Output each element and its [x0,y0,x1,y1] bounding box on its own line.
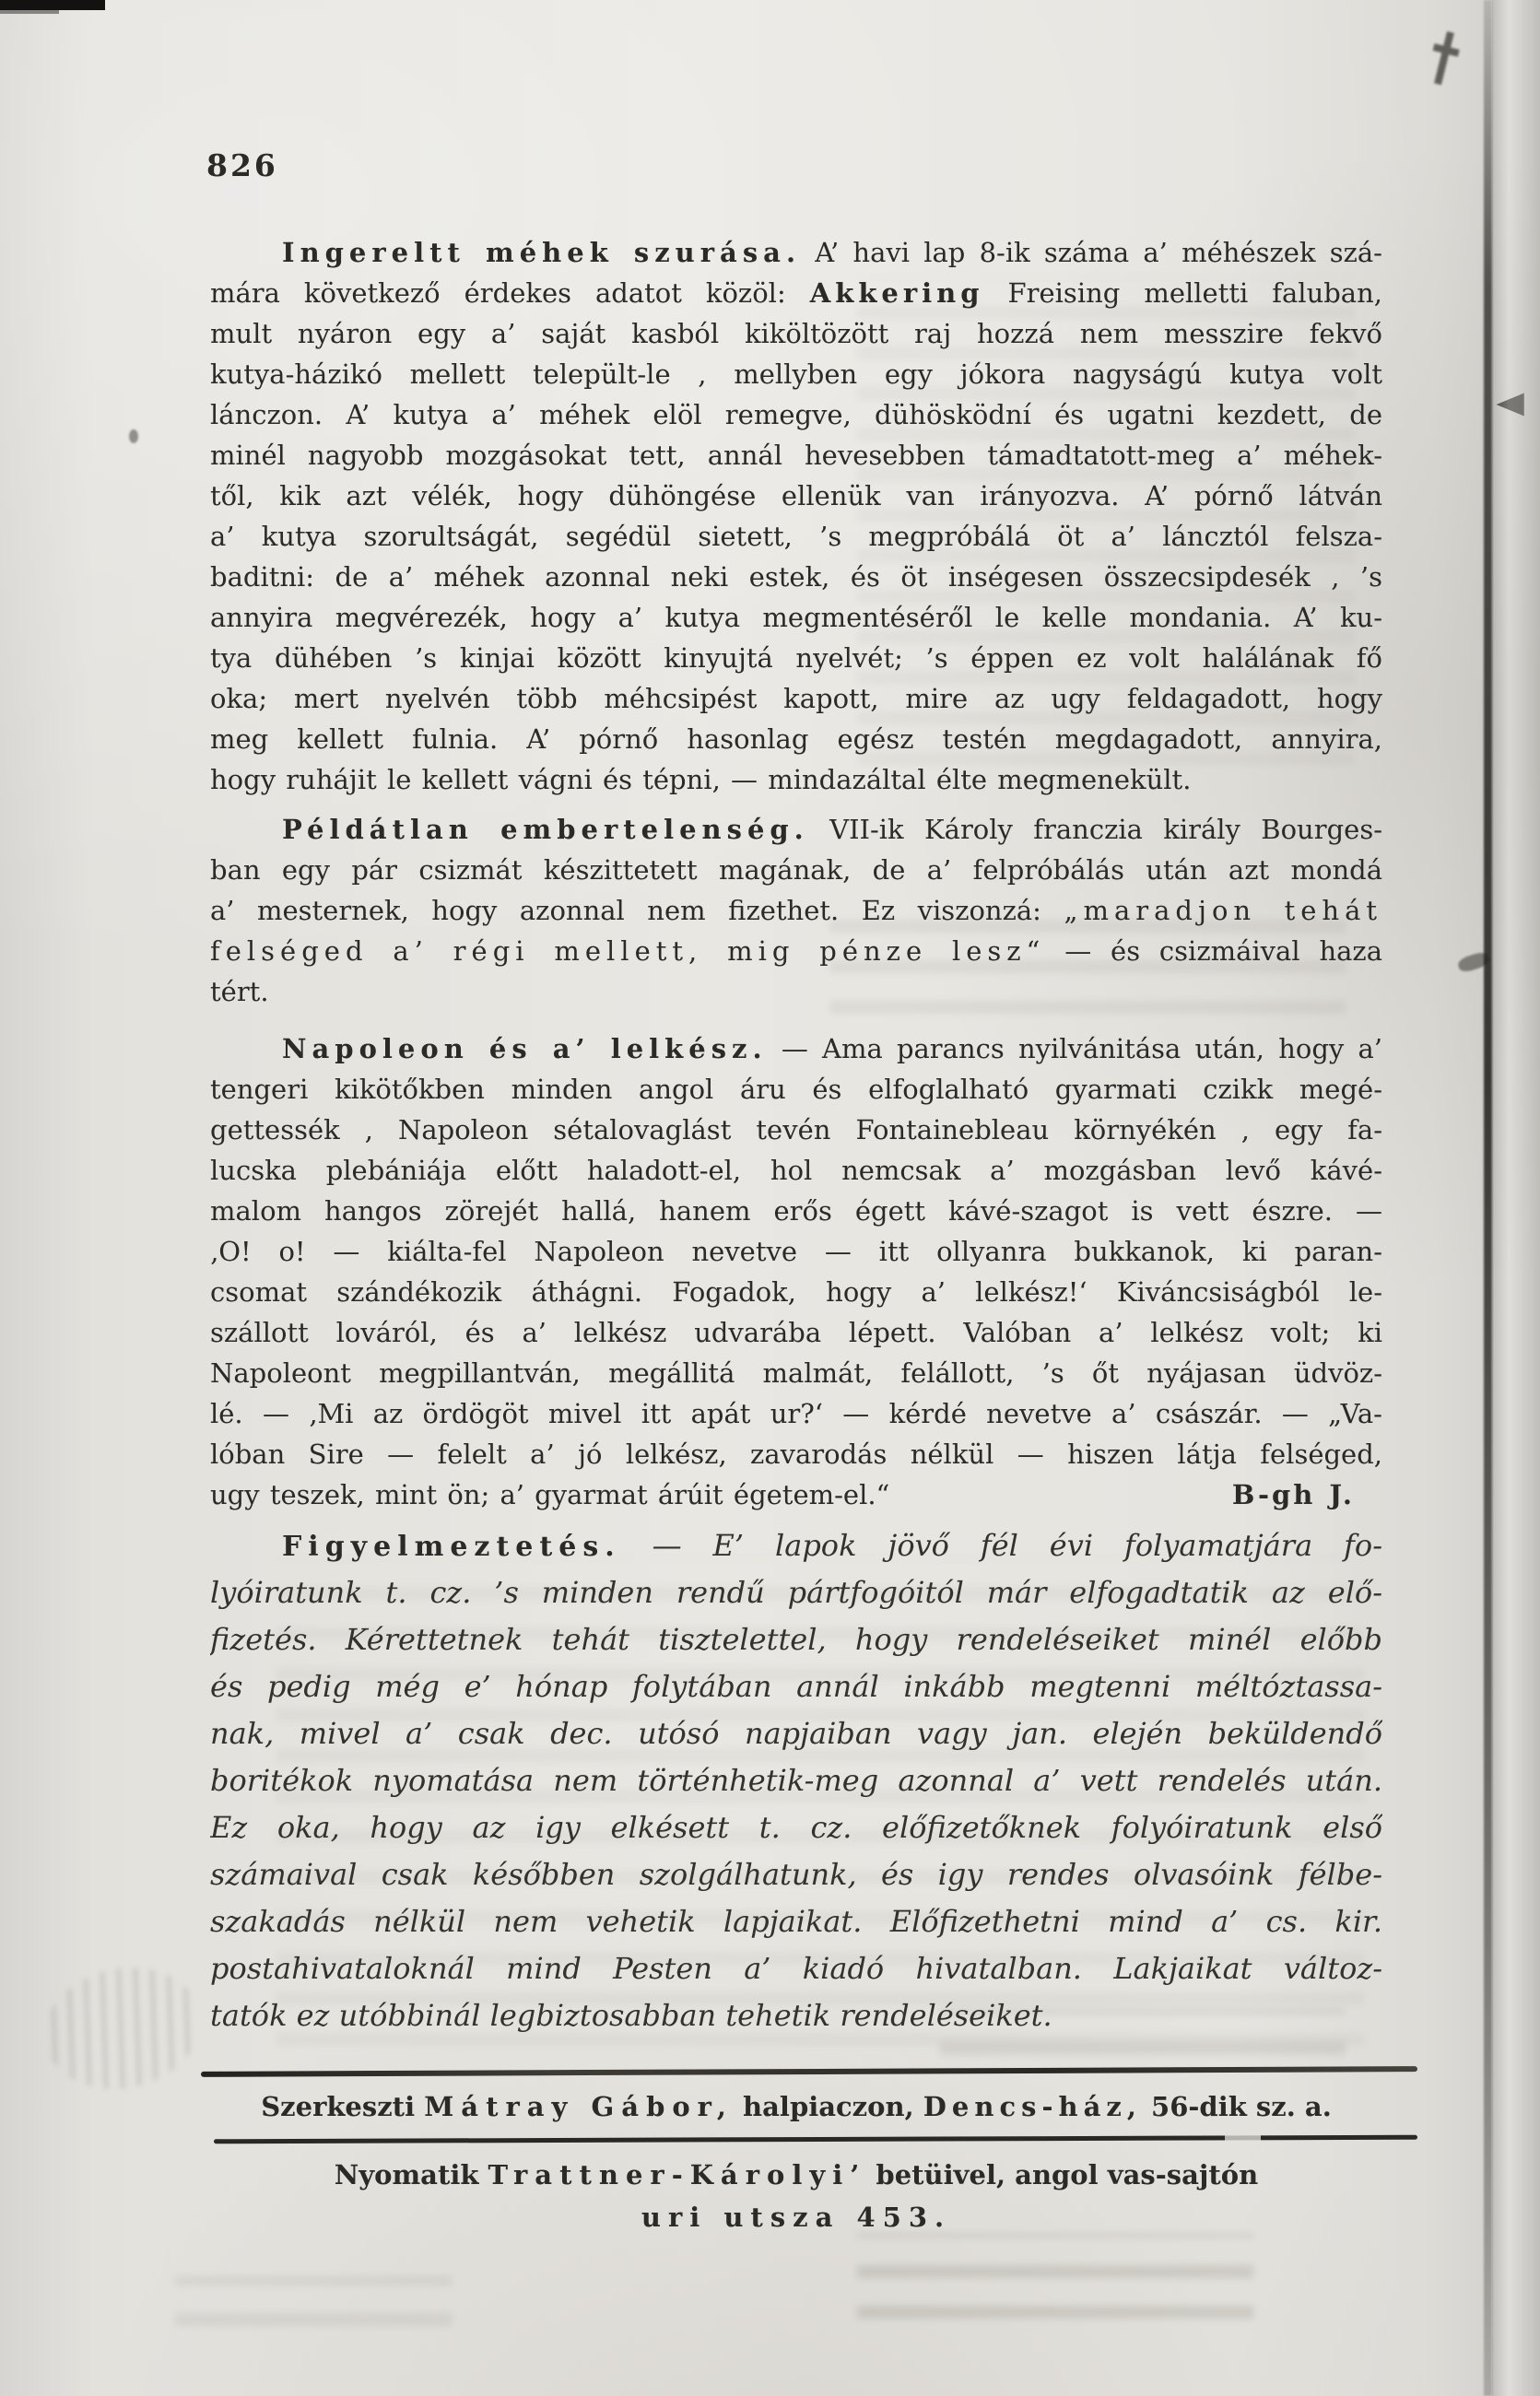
article-title: Figyelmeztetés. [282,1531,621,1563]
text-line [210,1474,1382,1515]
text-line: hogy ruhájit le kellett vágni és tépni, — mindazáltal élte megmenekült. [210,764,1192,795]
text-line [210,931,1382,971]
editor-imprint-line [210,2088,1382,2125]
text-line: mult nyáron egy a’ saját kasból kiköltözött raj hozzá nem messzire fekvő [210,318,1382,349]
text-line: lyóiratunk t. cz. ’s minden rendű pártfogóitól már elfogadtatik az elő- [210,1575,1382,1610]
text-line: boritékok nyomatása nem történhetik-meg azonnal a’ vett rendelés után. [210,1763,1382,1798]
text-run: Szerkeszti [261,2091,425,2122]
text-run: Freising melletti faluban, [983,277,1382,309]
printer-address-line: uri utsza 453. [641,2202,952,2233]
text-line: lé. — ‚Mi az ördögöt mivel itt apát ur?‘ — kérdé nevetve a’ császár. — „Va- [210,1398,1382,1429]
text-line: lóban Sire — felelt a’ jó lelkész, zavarodás nélkül — hiszen látja felséged, [210,1439,1382,1470]
article-bee-sting [210,232,1382,800]
quoted-phrase: felséged a’ régi mellett, mig pénze lesz“ [210,935,1046,967]
text-line: szállott lováról, és a’ lelkész udvarába lépett. Valóban a’ lelkész volt; ki [210,1317,1382,1348]
article-title: Ingereltt méhek szurása. [282,237,802,268]
text-run: a’ mesternek, hogy azonnal nem fizethet. Ez viszonzá: [210,895,1064,926]
text-line: számaival csak későbben szolgálhatunk, és igy rendes olvasóink félbe- [210,1857,1382,1892]
text-line [210,1028,1382,1069]
text-run: ugy teszek, mint ön; a’ gyarmat árúit égetem-el.“ [210,1479,890,1510]
text-line: tya dühében ’s kinjai között kinyujtá nyelvét; ’s éppen ez volt halálának fő [210,642,1382,674]
quoted-phrase: „maradjon tehát [1064,895,1382,926]
footer-rule-bottom [214,2135,1417,2144]
article-cruelty [210,809,1382,1012]
text-line: és pedig még e’ hónap folytában annál inkább megtenni méltóztassa- [210,1669,1382,1704]
text-line: ban egy pár csizmát készittetett magának, de a’ felpróbálás után azt mondá [210,854,1382,886]
text-line: Napoleont megpillantván, megállitá malmát, felállott, ’s őt nyájasan üdvöz- [210,1357,1382,1389]
scan-artifact-top-left-smudge [0,10,59,14]
scan-artifact-dagger-mark [1420,29,1467,96]
text-line [210,273,1382,313]
article-napoleon [210,1028,1382,1515]
text-line: tatók ez utóbbinál legbiztosabban tehetik rendeléseiket. [210,1998,1052,2033]
text-line: annyira megvérezék, hogy a’ kutya megmentéséről le kelle mondania. A’ ku- [210,602,1382,633]
text-line: gettessék , Napoleon sétalovaglást tevén Fontainebleau környékén , egy fa- [210,1114,1382,1145]
text-line: csomat szándékozik áthágni. Fogadok, hogy a’ lelkész!‘ Kiváncsiságból le- [210,1276,1382,1308]
text-line [210,1522,1382,1569]
text-line: tengeri kikötőkben minden angol áru és elfoglalható gyarmati czikk megé- [210,1074,1382,1105]
text-line: ‚O! o! — kiálta-fel Napoleon nevetve — itt ollyanra bukkanok, ki paran- [210,1236,1382,1267]
scan-artifact-top-left-bar [0,0,105,10]
page-edge-shadow [1484,0,1492,2396]
text-line: oka; mert nyelvén több méhcsipést kapott, mire az ugy feldagadott, hogy [210,683,1382,714]
text-line: fizetés. Kérettetnek tehát tisztelettel, hogy rendeléseiket minél előbb [210,1622,1382,1657]
page-outer-margin [1492,0,1540,2396]
text-line: től, kik azt vélék, hogy dühöngése ellenük van irányozva. A’ pórnő látván [210,480,1382,511]
printer-imprint-line [210,2156,1382,2193]
editor-name: Mátray Gábor, [424,2091,734,2122]
text-line: lucska plebániája előtt haladott-el, hol nemcsak a’ mozgásban levő kávé- [210,1155,1382,1186]
text-line: a’ kutya szorultságát, segédül sietett, ’s megpróbálá öt a’ láncztól felsza- [210,521,1382,552]
scan-artifact-ink-dot [129,429,138,443]
text-run: halpiaczon, [733,2091,923,2122]
article-notice [210,1522,1382,2039]
footer-rule-top [201,2066,1417,2077]
text-run: — Ama parancs nyilvánitása után, hogy a’ [767,1033,1382,1064]
text-line: Ez oka, hogy az igy elkésett t. cz. előfizetőknek folyóiratunk első [210,1810,1382,1845]
text-run: A’ havi lap 8-ik száma a’ méhészek szá- [801,237,1382,268]
text-line: tért. [210,976,269,1007]
text-line [210,890,1382,931]
text-line: baditni: de a’ méhek azonnal neki estek, és öt inségesen összecsipdesék , ’s [210,561,1382,593]
text-line: postahivataloknál mind Pesten a’ kiadó hivatalban. Lakjaikat változ- [210,1951,1382,1986]
text-line [210,232,1382,273]
article-title: Napoleon és a’ lelkész. [282,1033,768,1064]
bleed-through-text [175,2276,452,2326]
text-run: VII-ik Károly franczia király Bourges- [808,814,1382,845]
person-name: Akkering [809,277,984,309]
text-run: — E’ lapok jövő fél évi folyamatjára fo- [620,1528,1382,1563]
article-title: Példátlan embertelenség. [282,814,809,845]
text-line: szakadás nélkül nem vehetik lapjaikat. Előfizethetni mind a’ cs. kir. [210,1904,1382,1939]
page-number: 826 [206,147,278,183]
text-run: — és csizmáival haza [1045,935,1382,967]
text-run: Nyomatik [334,2159,488,2190]
bleed-through-text [857,2234,1253,2319]
author-signature: B-gh J. [1231,1479,1355,1510]
text-line: meg kellett fulnia. A’ pórnő hasonlag egész testén megdagadott, annyira, [210,723,1382,755]
text-line: kutya-házikó mellett települt-le , mellyben egy jókora nagyságú kutya volt [210,358,1382,390]
text-line: nak, mivel a’ csak dec. utósó napjaiban vagy jan. elején beküldendő [210,1716,1382,1751]
text-line: minél nagyobb mozgásokat tett, annál hevesebben támadtatott-meg a’ méhek- [210,440,1382,471]
text-line: lánczon. A’ kutya a’ méhek elöl remegve, dühösködní és ugatni kezdett, de [210,399,1382,430]
text-line [210,809,1382,850]
printer-name: Trattner-Károlyi’ [488,2159,867,2190]
text-run: 56-dik sz. a. [1141,2091,1332,2122]
text-run: betüivel, angol vas-sajtón [866,2159,1259,2190]
house-name: Dencs-ház, [923,2091,1142,2122]
text-line: malom hangos zörejét hallá, hanem erős égett kávé-szagot is vett észre. — [210,1195,1382,1227]
scan-artifact-pencil-smudge [33,1954,211,2104]
text-run: mára következő érdekes adatot közöl: [210,277,810,309]
